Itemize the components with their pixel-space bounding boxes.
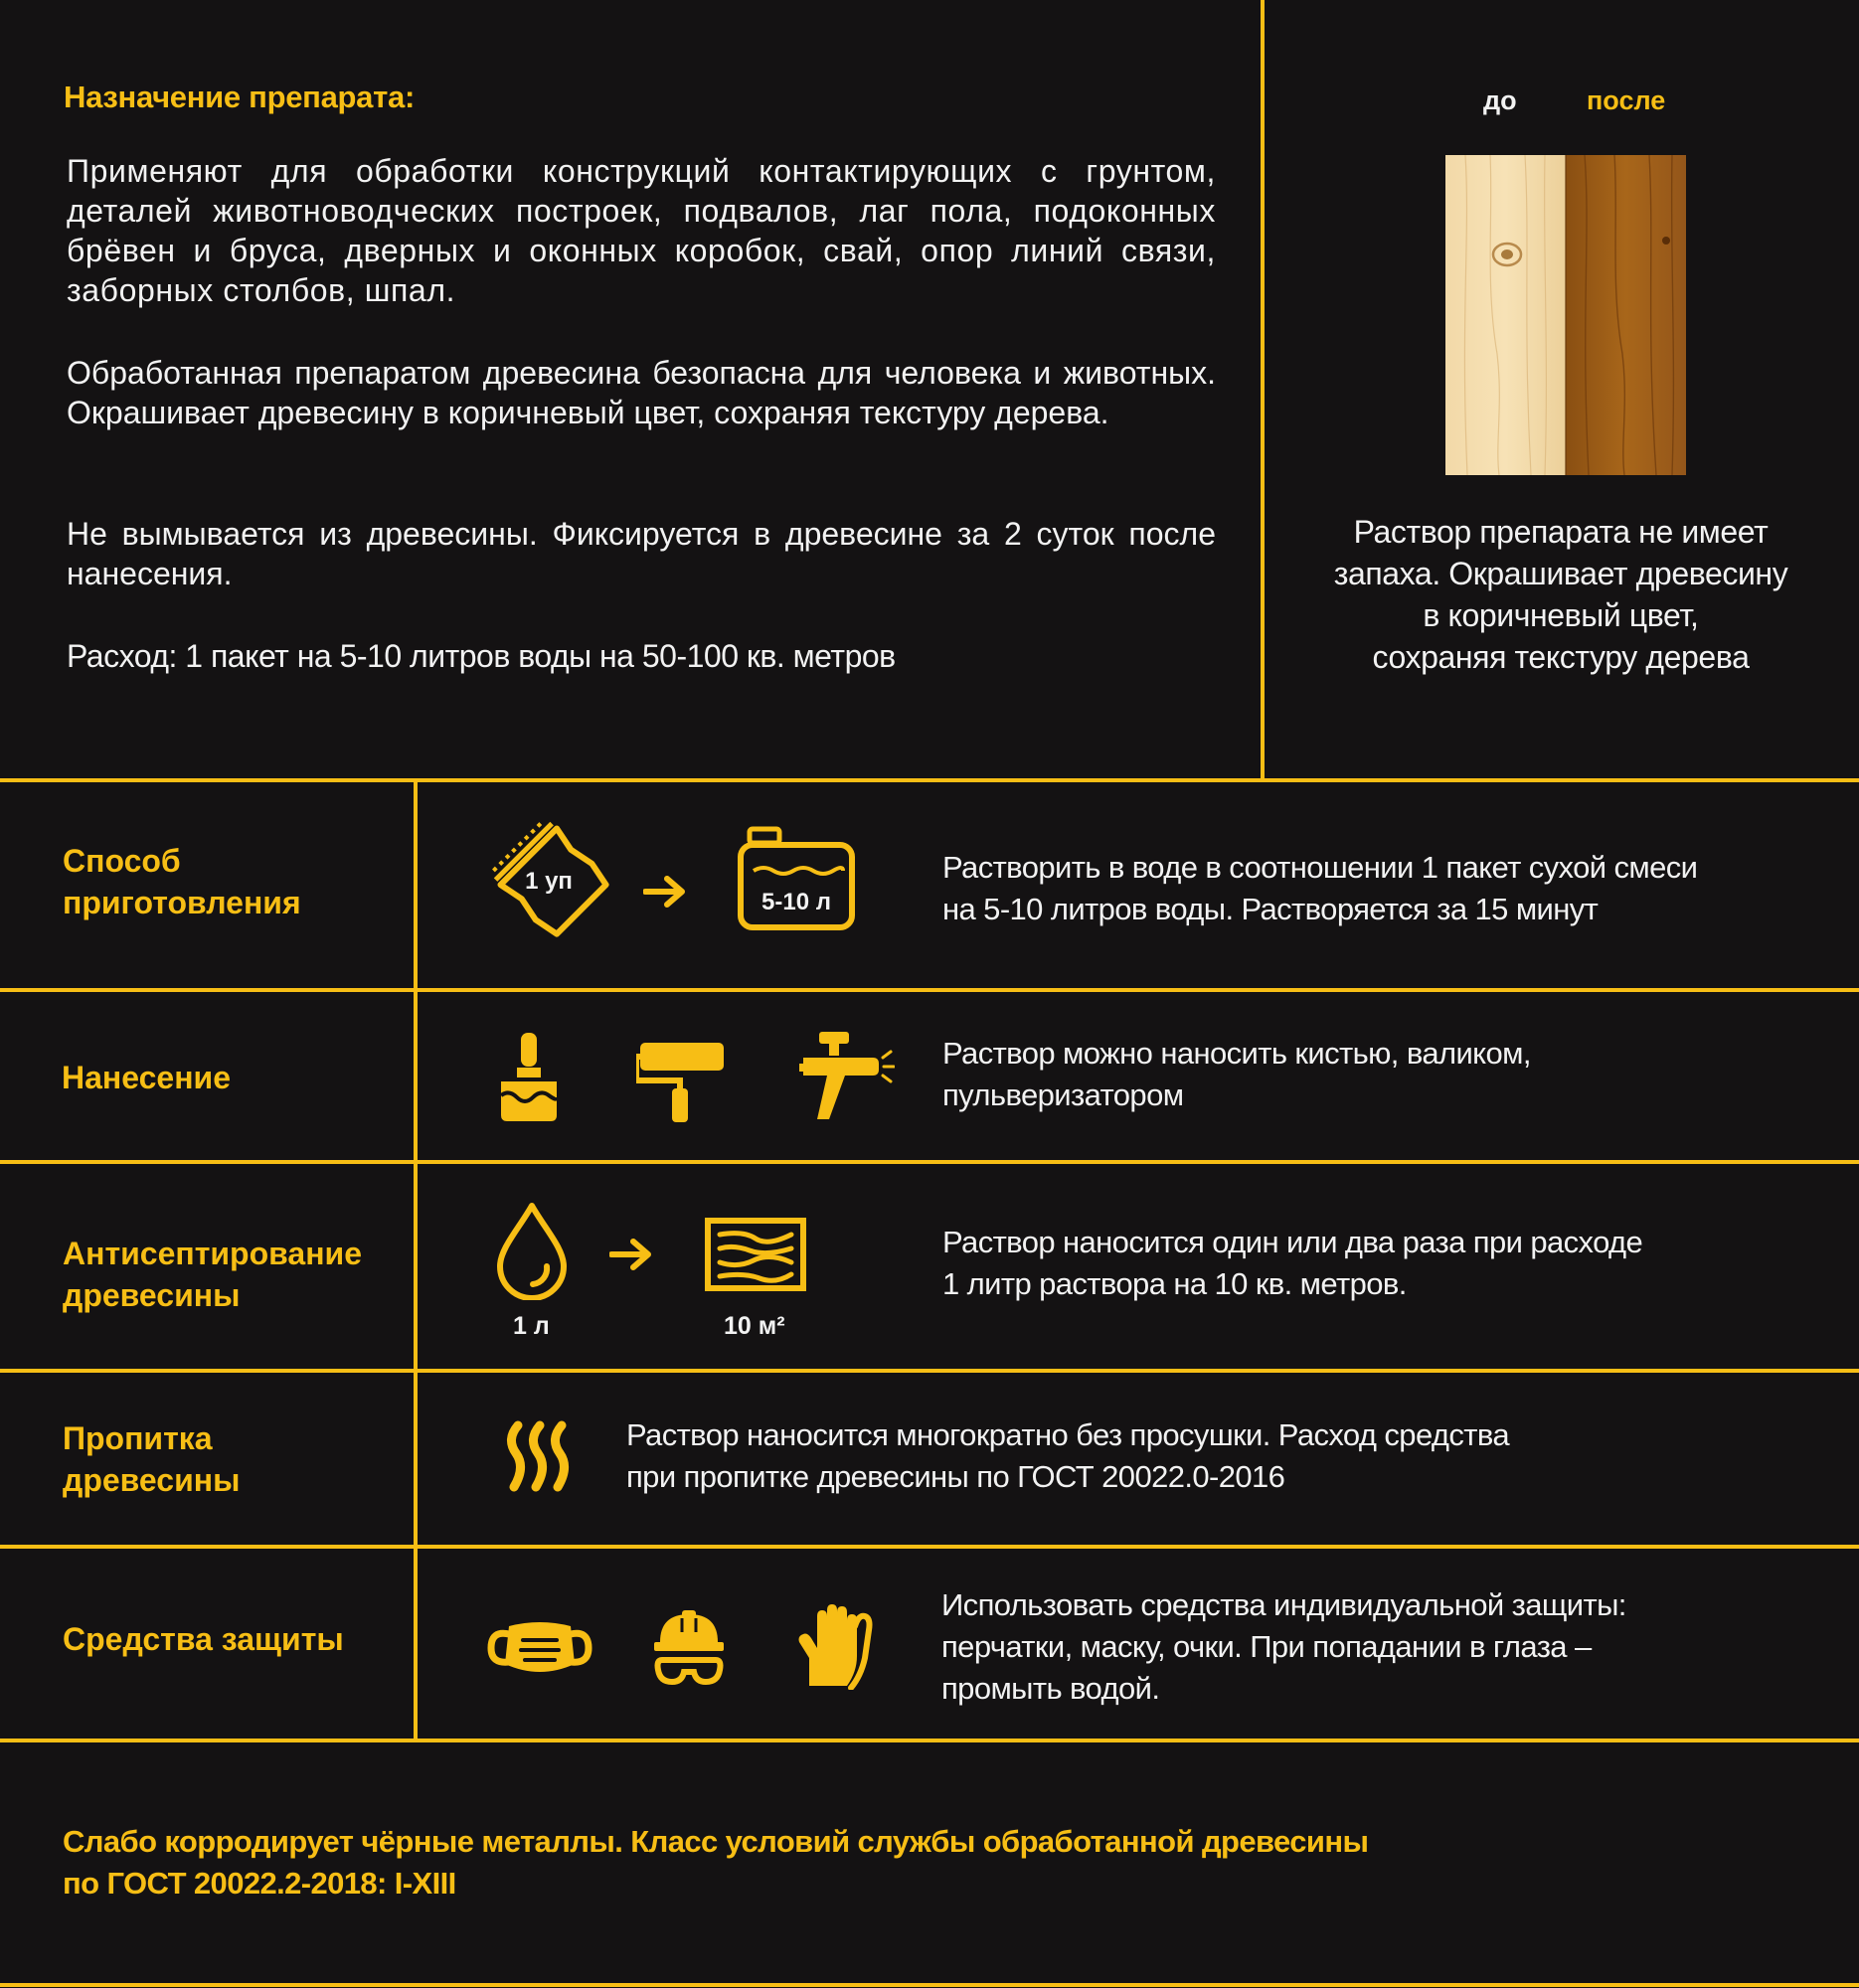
face-mask-icon: [487, 1618, 592, 1680]
after-label: после: [1587, 85, 1666, 115]
prep-description: [942, 847, 1697, 930]
prep-label-line-1: Способ: [63, 843, 181, 879]
row-divider: [0, 1545, 1859, 1549]
protection-description-line-2: перчатки, маску, очки. При попадании в глаза –: [941, 1629, 1592, 1664]
prep-description-line-2: на 5-10 литров воды. Растворяется за 15 минут: [942, 892, 1599, 926]
canister-label: 5-10 л: [761, 889, 831, 915]
antiseptic-description-line-2: 1 литр раствора на 10 кв. метров.: [942, 1266, 1407, 1301]
prep-label: [63, 840, 301, 923]
impregnation-label-line-2: древесины: [63, 1462, 241, 1498]
wood-board-icon: [704, 1217, 807, 1292]
bottom-divider: [0, 1983, 1859, 1987]
row-divider: [0, 1369, 1859, 1373]
footer-note: [63, 1821, 1368, 1905]
bag-label: 1 уп: [525, 868, 573, 895]
canister-icon: [736, 825, 857, 932]
arrow-right-icon: [643, 875, 687, 909]
purpose-heading: Назначение препарата:: [64, 80, 415, 114]
wood-sample-image: [1445, 155, 1686, 475]
antiseptic-label: [63, 1233, 362, 1316]
purpose-paragraph-4: Расход: 1 пакет на 5-10 литров воды на 50-100 кв. метров: [67, 638, 896, 674]
row-divider: [0, 988, 1859, 992]
purpose-paragraph-3: Не вымывается из древесины. Фиксируется в древесине за 2 суток после нанесения.: [67, 516, 1216, 591]
water-drop-icon: [495, 1201, 569, 1300]
area-label: 10 м²: [724, 1312, 785, 1340]
row-divider: [0, 1739, 1859, 1742]
apply-label: Нанесение: [62, 1060, 231, 1095]
apply-description-line-2: пульверизатором: [942, 1077, 1184, 1112]
antiseptic-description: [942, 1222, 1642, 1305]
footer-note-line-2: по ГОСТ 20022.2-2018: I-XIII: [63, 1866, 456, 1901]
antiseptic-label-line-2: древесины: [63, 1277, 241, 1313]
impregnation-description-line-2: при пропитке древесины по ГОСТ 20022.0-2016: [626, 1459, 1285, 1494]
footer-note-line-1: Слабо корродирует чёрные металлы. Класс условий службы обработанной древесины: [63, 1824, 1369, 1859]
gloves-icon: [795, 1602, 877, 1690]
prep-description-line-1: Растворить в воде в соотношении 1 пакет сухой смеси: [942, 850, 1698, 885]
compare-caption-line-1: Раствор препарата не имеет: [1353, 514, 1769, 550]
compare-caption-line-2: запаха. Окрашивает древесину: [1333, 556, 1788, 591]
impregnation-label: [63, 1417, 240, 1501]
prep-label-line-2: приготовления: [63, 885, 301, 920]
row-divider: [0, 1160, 1859, 1164]
compare-caption-line-3: в коричневый цвет,: [1423, 597, 1699, 633]
top-divider-vertical: [1261, 0, 1265, 780]
label-column-divider: [414, 780, 418, 1740]
impregnation-label-line-1: Пропитка: [63, 1420, 213, 1456]
helmet-goggles-icon: [652, 1608, 726, 1686]
apply-description: [942, 1033, 1531, 1116]
protection-description-line-3: промыть водой.: [941, 1671, 1160, 1706]
before-label: до: [1483, 85, 1517, 115]
protection-description-line-1: Использовать средства индивидуальной защиты:: [941, 1587, 1626, 1622]
protection-label: Средства защиты: [63, 1621, 344, 1657]
compare-caption-line-4: сохраняя текстуру дерева: [1372, 639, 1750, 675]
antiseptic-label-line-1: Антисептирование: [63, 1236, 362, 1271]
spray-gun-icon: [799, 1028, 895, 1127]
apply-description-line-1: Раствор можно наносить кистью, валиком,: [942, 1036, 1531, 1071]
arrow-right-icon: [609, 1238, 653, 1271]
antiseptic-description-line-1: Раствор наносится один или два раза при расходе: [942, 1225, 1643, 1259]
row-divider: [0, 778, 1859, 782]
purpose-paragraph-2: Обработанная препаратом древесина безопасна для человека и животных. Окрашивает древесину в коричневый цвет, сохраняя текстуру дерева.: [67, 355, 1216, 430]
bag-icon: [475, 803, 624, 952]
protection-description: [941, 1584, 1626, 1710]
impregnation-description-line-1: Раствор наносится многократно без просушки. Расход средства: [626, 1417, 1510, 1452]
paint-roller-icon: [636, 1039, 726, 1124]
compare-caption: [1282, 511, 1839, 678]
steam-icon: [502, 1419, 578, 1493]
impregnation-description: [626, 1414, 1509, 1498]
drop-label: 1 л: [513, 1312, 550, 1340]
brush-icon: [495, 1030, 565, 1125]
purpose-paragraph-1: Применяют для обработки конструкций контактирующих с грунтом, деталей животноводческих построек, подвалов, лаг пола, подоконных брёвен и бруса, дверных и оконных коробок, свай, опор линий связи, заборных столбов, шпал.: [67, 153, 1216, 308]
